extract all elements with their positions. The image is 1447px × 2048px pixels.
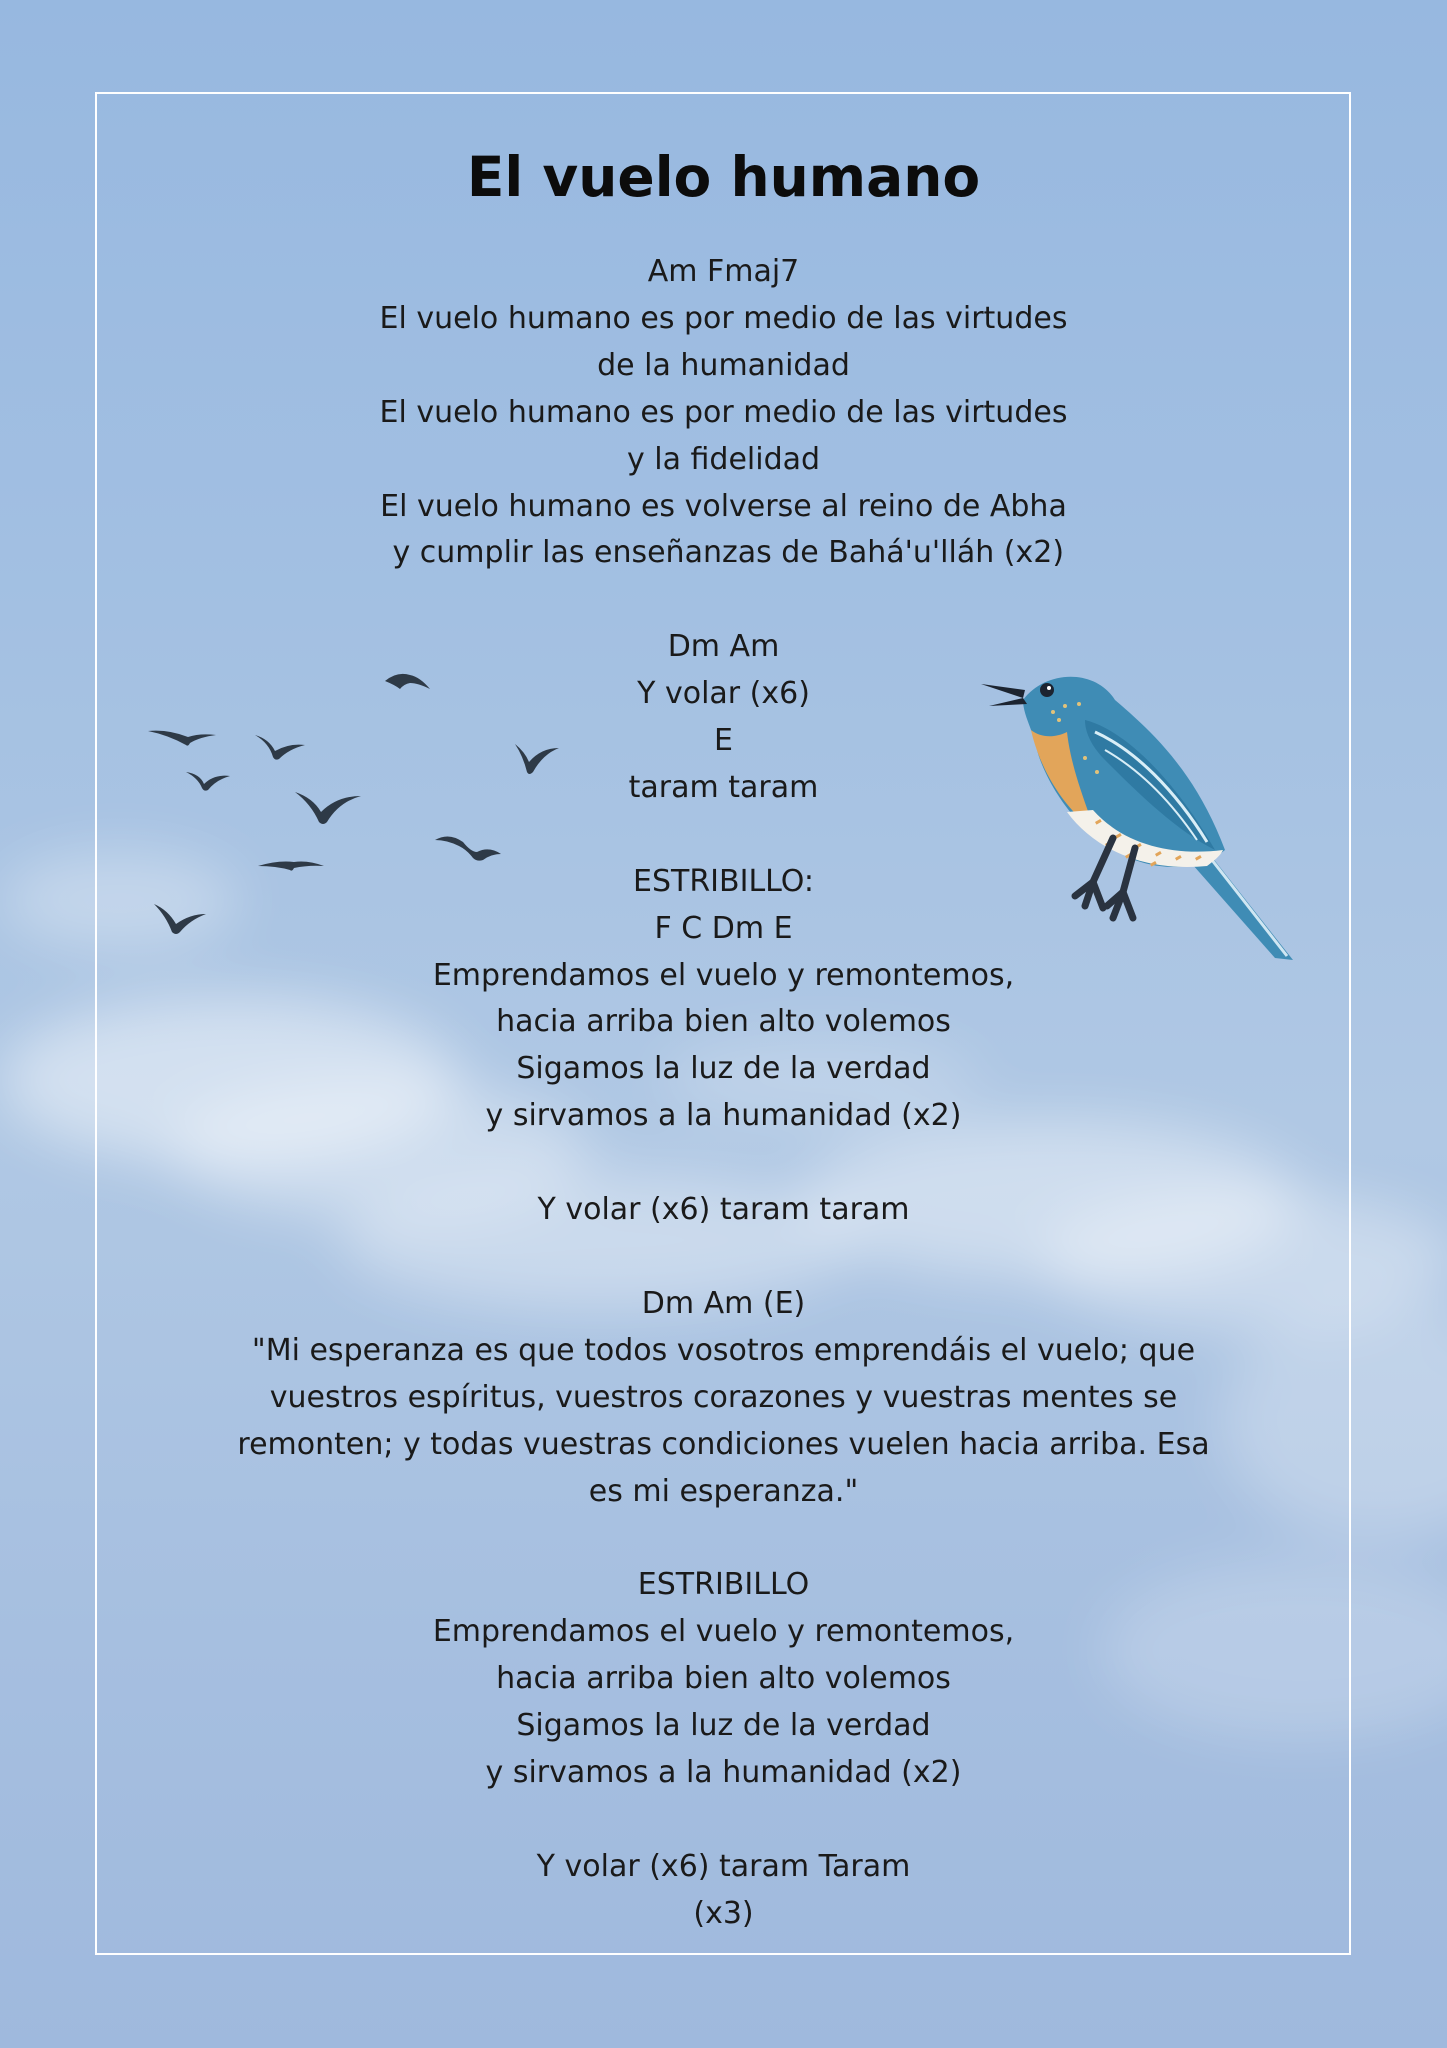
lyric-line: El vuelo humano es por medio de las virtudes — [379, 394, 1068, 430]
lyric-line: remonten; y todas vuestras condiciones vuelen hacia arriba. Esa — [237, 1426, 1210, 1462]
lyric-line: Emprendamos el vuelo y remontemos, — [432, 957, 1015, 993]
lyric-line: Am Fmaj7 — [647, 254, 800, 289]
lyric-line: El vuelo humano es volverse al reino de Abha — [380, 488, 1067, 524]
bird-silhouette — [148, 731, 216, 746]
blank-line — [200, 1140, 1247, 1187]
flying-birds-icon — [130, 660, 580, 950]
bird-silhouette — [258, 862, 324, 871]
lyric-line: E — [714, 723, 733, 759]
lyric-line: hacia arriba bien alto volemos — [496, 1004, 951, 1040]
lyric-line: ESTRIBILLO — [637, 1567, 810, 1603]
lyric-line: "Mi esperanza es que todos vosotros emprendáis el vuelo; que — [251, 1332, 1196, 1368]
lyric-line: Emprendamos el vuelo y remontemos, — [432, 1614, 1015, 1650]
lyric-line: Y volar (x6) taram Taram — [536, 1848, 911, 1884]
lyric-line: de la humanidad — [597, 347, 850, 383]
bird-silhouette — [255, 735, 305, 760]
lyrics-block — [200, 249, 1247, 1938]
bluebird-icon — [975, 660, 1305, 970]
lyric-line: taram taram — [628, 769, 819, 805]
lyric-line: es mi esperanza." — [588, 1473, 859, 1509]
lyric-line: (x3) — [693, 1895, 754, 1931]
lyric-line: F C Dm E — [654, 910, 793, 946]
lyric-line: Y volar (x6) taram taram — [537, 1192, 910, 1228]
bird-silhouette — [295, 792, 361, 824]
lyric-line: y sirvamos a la humanidad (x2) — [485, 1754, 962, 1790]
bird-silhouette — [154, 904, 206, 934]
lyric-line: vuestros espíritus, vuestros corazones y vuestras mentes se — [269, 1379, 1178, 1415]
lyric-line: ESTRIBILLO: — [633, 863, 814, 899]
blank-line — [200, 1515, 1247, 1562]
blank-line — [200, 1797, 1247, 1844]
lyric-line: El vuelo humano es por medio de las virtudes — [379, 300, 1068, 336]
bird-silhouette — [186, 772, 230, 791]
blank-line — [200, 577, 1247, 624]
lyric-line: Dm Am — [667, 629, 780, 665]
lyric-line: Y volar (x6) — [637, 676, 810, 712]
lyric-line: y sirvamos a la humanidad (x2) — [485, 1098, 962, 1134]
lyric-line: hacia arriba bien alto volemos — [496, 1661, 951, 1697]
bird-silhouette — [385, 674, 430, 689]
lyric-line: Dm Am (E) — [641, 1285, 806, 1321]
bird-silhouette — [515, 744, 559, 774]
lyric-line: Sigamos la luz de la verdad — [516, 1708, 931, 1744]
blank-line — [200, 1234, 1247, 1281]
lyric-line: y cumplir las enseñanzas de Bahá'u'lláh (x2) — [382, 535, 1065, 571]
lyric-line: Sigamos la luz de la verdad — [516, 1051, 931, 1087]
song-title: El vuelo humano — [466, 145, 981, 209]
bird-silhouette — [435, 836, 501, 860]
lyric-line: y la fidelidad — [626, 441, 821, 477]
